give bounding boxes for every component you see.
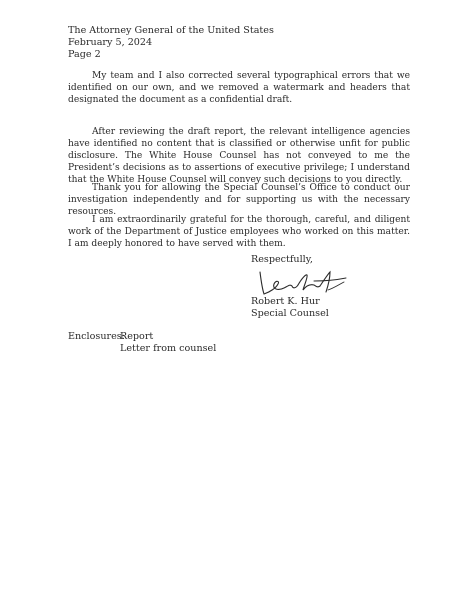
paragraph-thanks: Thank you for allowing the Special Counsel’s Office to conduct our investigation independently and for supporting us with the necessary resources.: [68, 183, 410, 217]
enclosure-item: Report: [120, 331, 154, 342]
signer-title: Special Counsel: [251, 308, 329, 319]
paragraph-corrections: My team and I also corrected several typographical errors that we identified on our own, and we removed a watermark and headers that designated the document as a confidential draft.: [68, 71, 410, 105]
recipient-line: The Attorney General of the United States: [68, 25, 274, 36]
letterhead: [68, 25, 274, 61]
closing-salutation: Respectfully,: [251, 254, 313, 265]
date-line: February 5, 2024: [68, 37, 153, 48]
page-number: Page 2: [68, 49, 101, 60]
handwritten-signature: [254, 266, 354, 300]
enclosure-item: Letter from counsel: [120, 343, 217, 354]
signer-name: Robert K. Hur: [251, 296, 320, 307]
enclosures-label: Enclosures:: [68, 331, 125, 342]
paragraph-review: After reviewing the draft report, the relevant intelligence agencies have identified no content that is classified or otherwise unfit for public disclosure. The White House Counsel has not conveyed to me the President’s decisions as to assertions of executive privilege; I understand that the White House Counsel will convey such decisions to you directly.: [68, 127, 410, 185]
paragraph-gratitude: I am extraordinarily grateful for the thorough, careful, and diligent work of the Department of Justice employees who worked on this matter. I am deeply honored to have served with them.: [68, 215, 410, 249]
enclosures-list: [68, 331, 216, 355]
signature-block: [251, 296, 329, 320]
